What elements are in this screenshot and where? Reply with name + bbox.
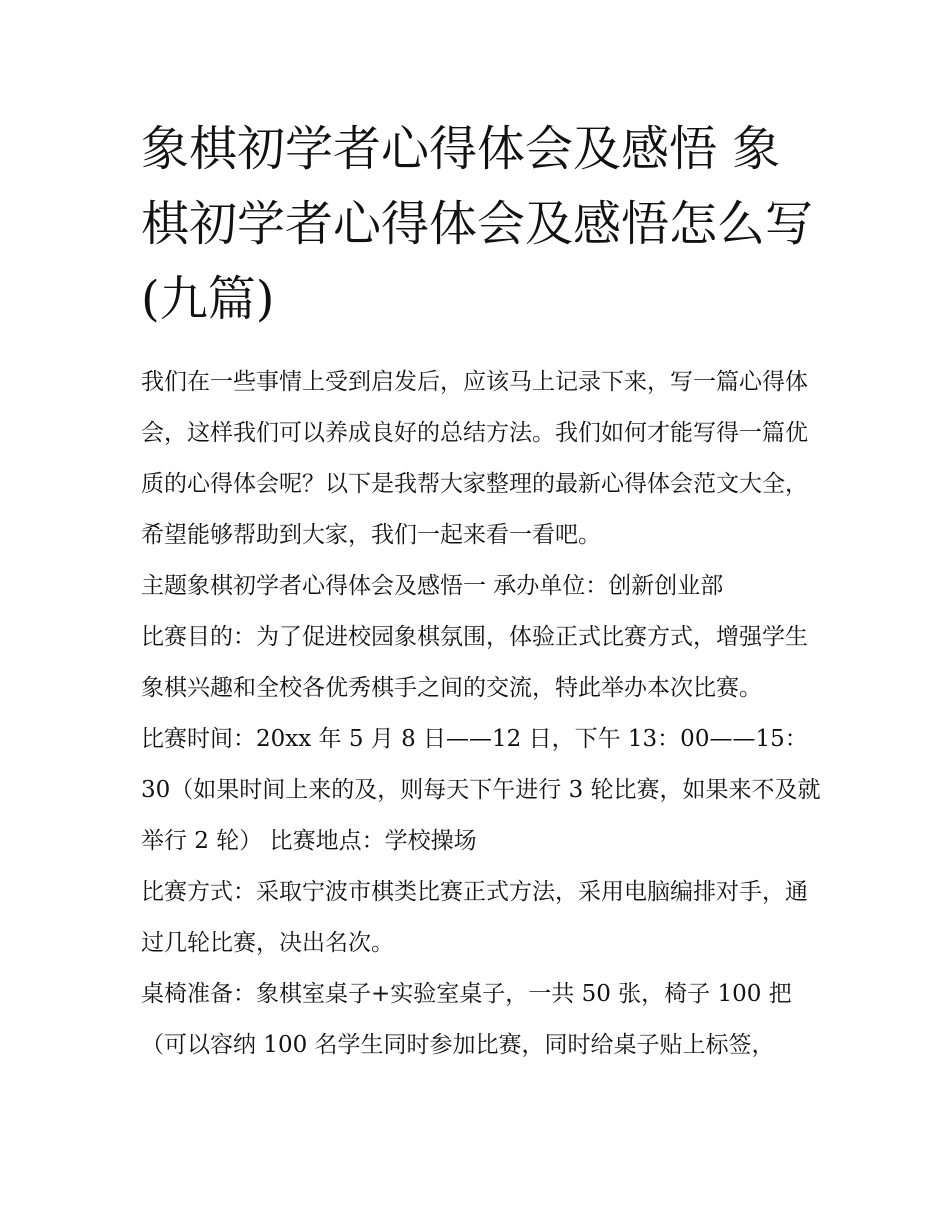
document-body bbox=[141, 112, 821, 1071]
furniture-paragraph: 桌椅准备：象棋室桌子+实验室桌子，一共 50 张，椅子 100 把（可以容纳 100 名学生同时参加比赛，同时给桌子贴上标签， bbox=[141, 981, 792, 1058]
organizer-paragraph: 主题象棋初学者心得体会及感悟一 承办单位：创新创业部 bbox=[141, 573, 724, 599]
time-location-paragraph: 比赛时间：20xx 年 5 月 8 日——12 日，下午 13：00——15：30（如果时间上来的及，则每天下午进行 3 轮比赛，如果来不及就举行 2 轮） 比赛地点：学校操场 bbox=[141, 726, 821, 854]
intro-paragraph: 我们在一些事情上受到启发后，应该马上记录下来，写一篇心得体会，这样我们可以养成良好的总结方法。我们如何才能写得一篇优质的心得体会呢？以下是我帮大家整理的最新心得体会范文大全，希望能够帮助到大家，我们一起来看一看吧。 bbox=[141, 369, 808, 548]
method-paragraph: 比赛方式：采取宁波市棋类比赛正式方法，采用电脑编排对手，通过几轮比赛，决出名次。 bbox=[141, 879, 808, 956]
document-title: 象棋初学者心得体会及感悟 象棋初学者心得体会及感悟怎么写(九篇) bbox=[141, 121, 814, 327]
purpose-paragraph: 比赛目的：为了促进校园象棋氛围，体验正式比赛方式，增强学生象棋兴趣和全校各优秀棋手之间的交流，特此举办本次比赛。 bbox=[141, 624, 808, 701]
